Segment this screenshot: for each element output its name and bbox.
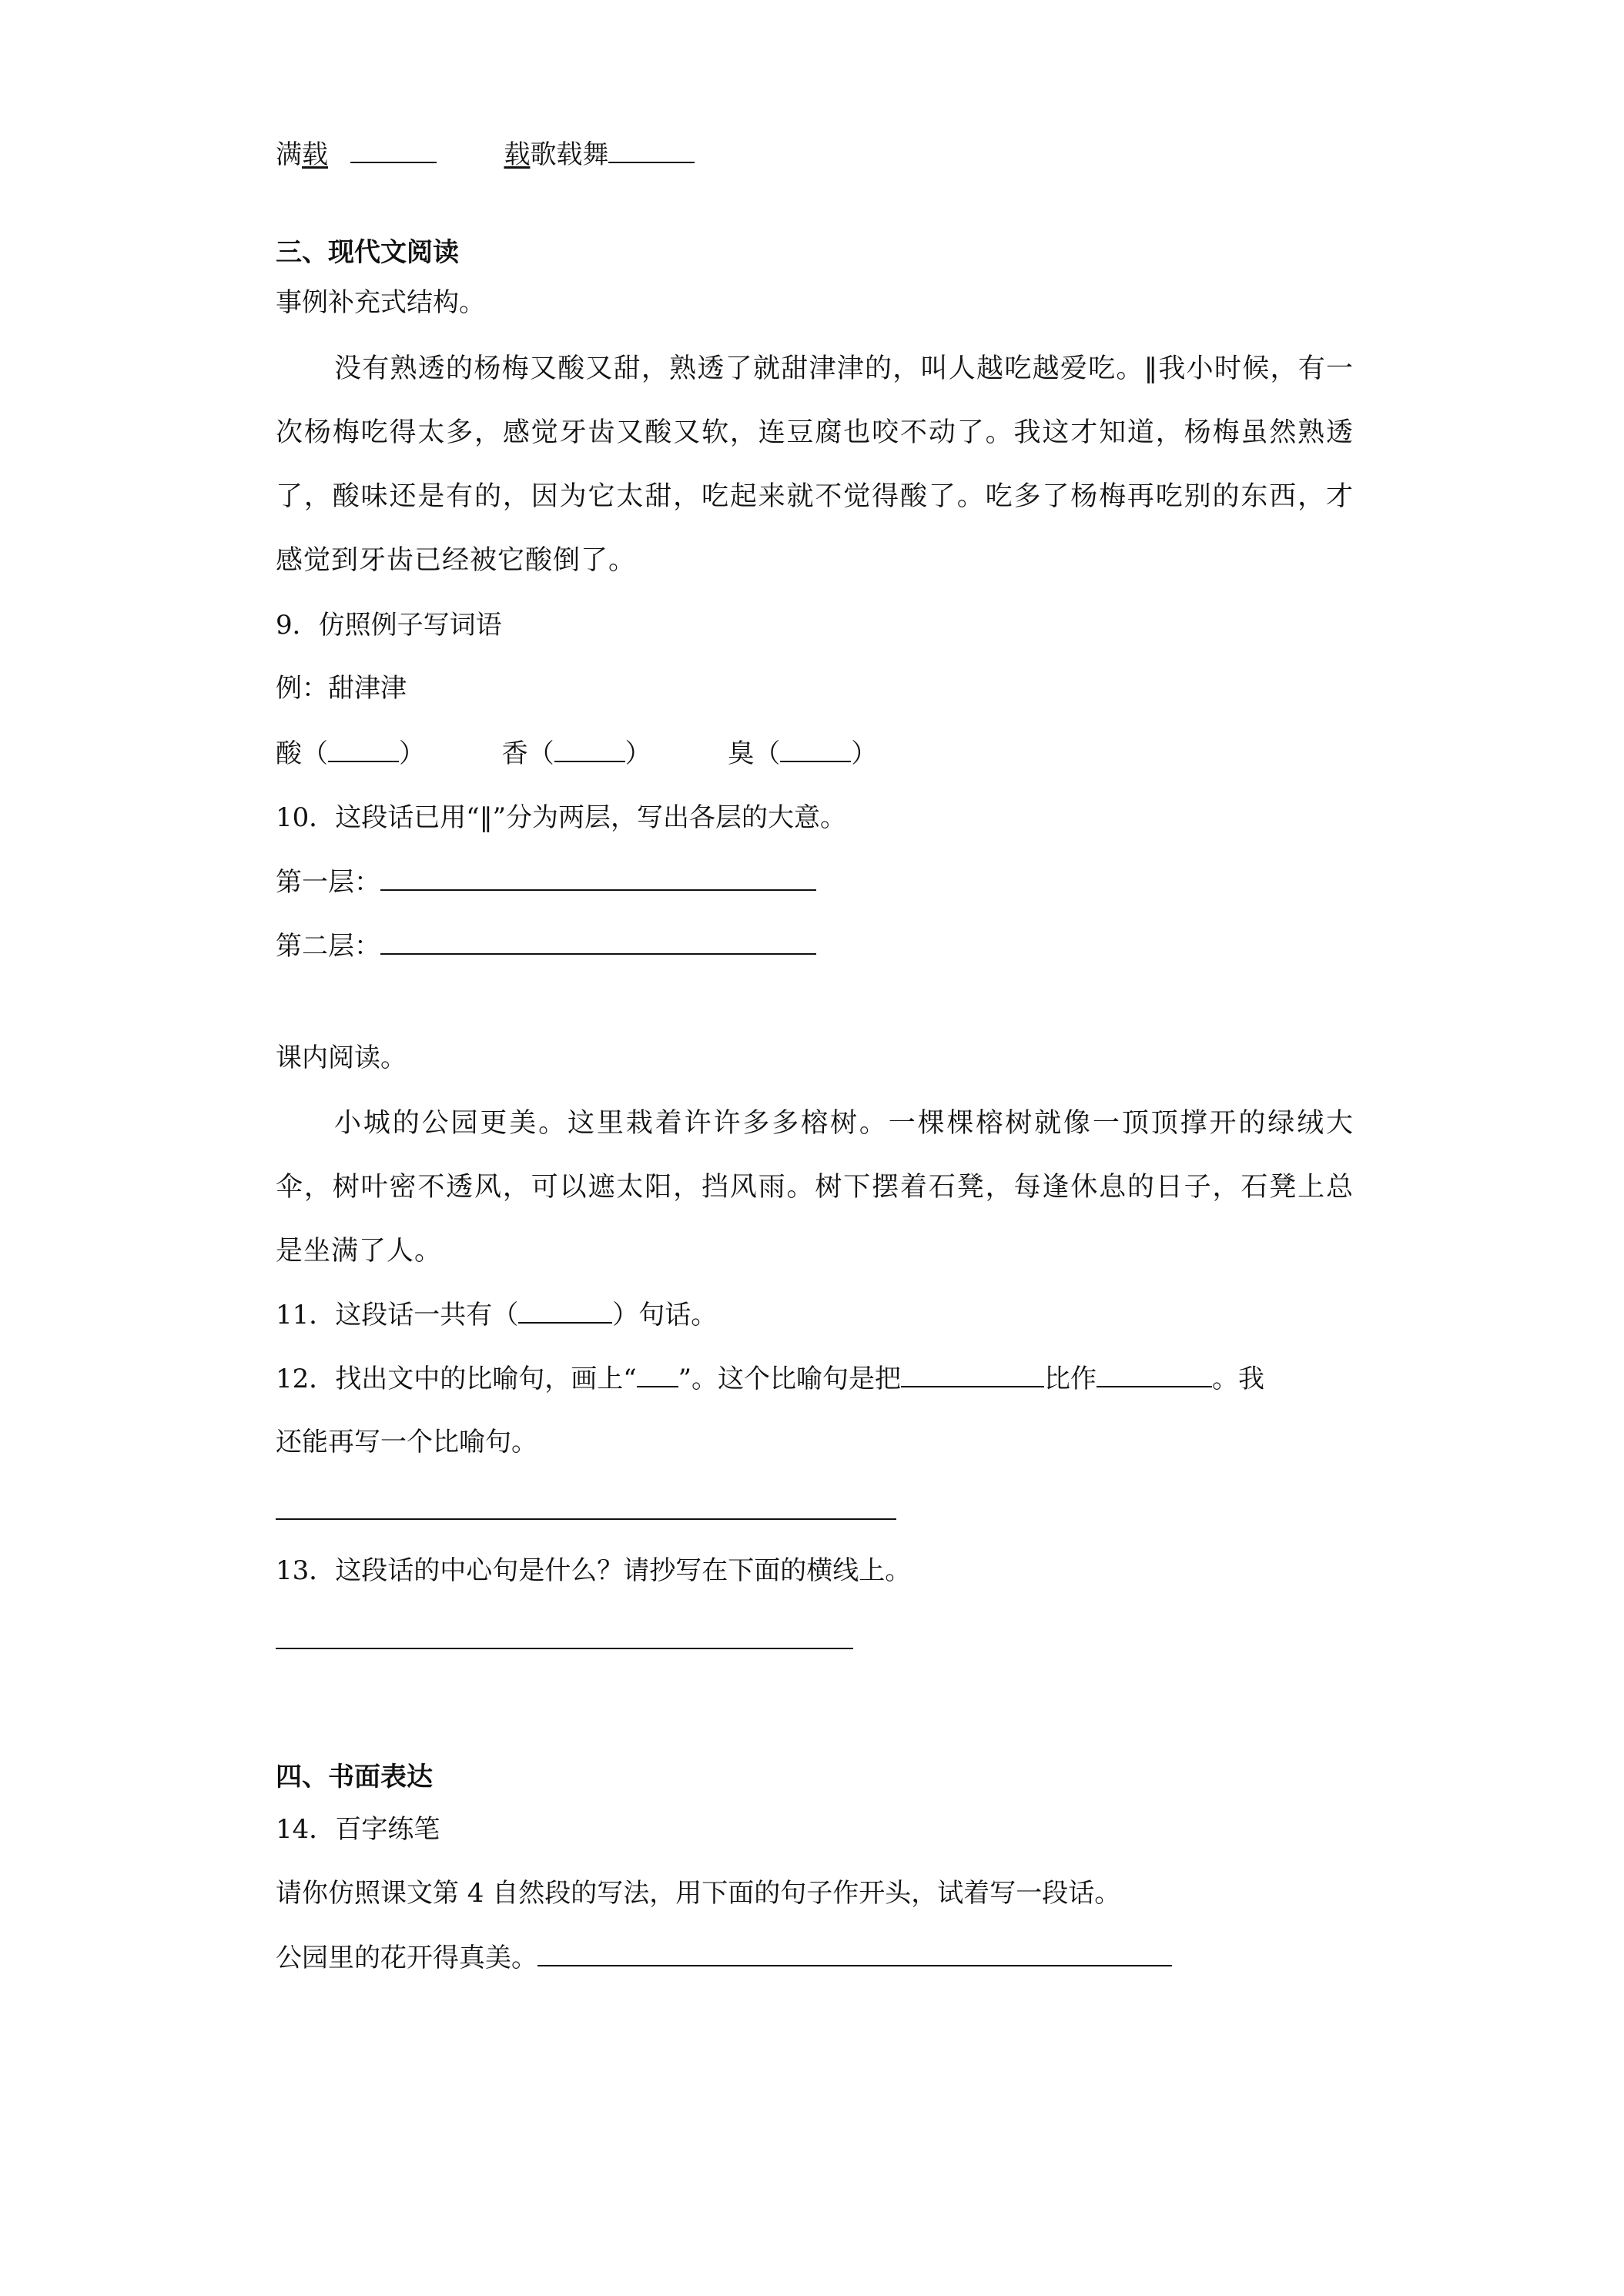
q9-items (276, 738, 877, 769)
reading1-intro: 事例补充式结构。 (276, 287, 485, 318)
q10-layer2-label: 第二层： (276, 931, 380, 962)
q10-layer2 (276, 930, 816, 962)
q14-title: 14．百字练笔 (276, 1814, 440, 1845)
q12-part4: 。我 (1212, 1364, 1265, 1394)
q9-item-sour-label: 酸（ (276, 738, 328, 769)
q9-item-fragrant-close: ） (624, 738, 651, 769)
section3-title: 三、现代文阅读 (276, 237, 459, 268)
q10-layer2-blank[interactable] (380, 930, 816, 955)
q9-item-fragrant-label: 香（ (501, 738, 554, 769)
q9-item-smelly-close: ） (851, 738, 878, 769)
q14-starter-line (276, 1942, 1172, 1973)
reading1-passage: 没有熟透的杨梅又酸又甜，熟透了就甜津津的，叫人越吃越爱吃。‖我小时候，有一次杨梅吃得太多，感觉牙齿又酸又软，连豆腐也咬不动了。我这才知道，杨梅虽然熟透了，酸味还是有的，因为它太甜，吃起来就不觉得酸了。吃多了杨梅再吃别的东西，才感觉到牙齿已经被它酸倒了。 (276, 353, 1354, 576)
q13-title: 13．这段话的中心句是什么？请抄写在下面的横线上。 (276, 1555, 912, 1586)
q11-line (276, 1299, 717, 1330)
q11-blank[interactable] (518, 1299, 612, 1324)
q11-suffix: ）句话。 (612, 1300, 718, 1330)
q9-example: 例：甜津津 (276, 673, 407, 704)
q10-layer1 (276, 866, 816, 898)
q11-prefix: 11．这段话一共有（ (276, 1300, 519, 1330)
q9-item-smelly-blank[interactable] (780, 738, 851, 762)
q12-part2: ”。这个比喻句是把 (678, 1364, 902, 1394)
q10-layer1-blank[interactable] (380, 866, 816, 891)
q12-part1: 12．找出文中的比喻句，画上“ (276, 1364, 637, 1394)
q12-answer-line[interactable] (276, 1518, 896, 1520)
q8-line (276, 139, 695, 170)
q14-instruction: 请你仿照课文第 4 自然段的写法，用下面的句子作开头，试着写一段话。 (276, 1878, 1121, 1909)
q12-line2: 还能再写一个比喻句。 (276, 1427, 537, 1458)
q12-blank-vehicle[interactable] (1097, 1363, 1212, 1387)
q12-blank-tenor[interactable] (901, 1363, 1044, 1387)
q9-item-sour-close: ） (399, 738, 425, 769)
q12-part3: 比作 (1044, 1364, 1097, 1394)
q12-line1 (276, 1363, 1264, 1394)
q14-answer-blank[interactable] (537, 1942, 1172, 1966)
reading2-intro: 课内阅读。 (276, 1043, 407, 1073)
q9-item-sour-blank[interactable] (328, 738, 399, 762)
q8-item1-underlined: 载 (302, 139, 328, 170)
q10-layer1-label: 第一层： (276, 867, 380, 898)
q8-item2-suffix: 歌载舞 (530, 139, 609, 170)
q8-item1-blank[interactable] (350, 139, 437, 163)
reading2-passage: 小城的公园更美。这里栽着许许多多榕树。一棵棵榕树就像一顶顶撑开的绿绒大伞，树叶密不透风，可以遮太阳，挡风雨。树下摆着石凳，每逢休息的日子，石凳上总是坐满了人。 (276, 1108, 1354, 1267)
q8-item1-prefix: 满 (276, 139, 302, 170)
q14-starter: 公园里的花开得真美。 (276, 1943, 537, 1973)
q10-title: 10．这段话已用“‖”分为两层，写出各层的大意。 (276, 802, 847, 833)
q9-item-smelly-label: 臭（ (728, 738, 781, 769)
q8-item2-blank[interactable] (608, 139, 695, 163)
q8-item2-underlined: 载 (504, 139, 531, 170)
q9-item-fragrant-blank[interactable] (554, 738, 625, 762)
q12-underline-sample (637, 1363, 678, 1387)
section4-title: 四、书面表达 (276, 1762, 433, 1792)
q13-answer-line[interactable] (276, 1648, 853, 1649)
q9-title: 9．仿照例子写词语 (276, 610, 502, 641)
